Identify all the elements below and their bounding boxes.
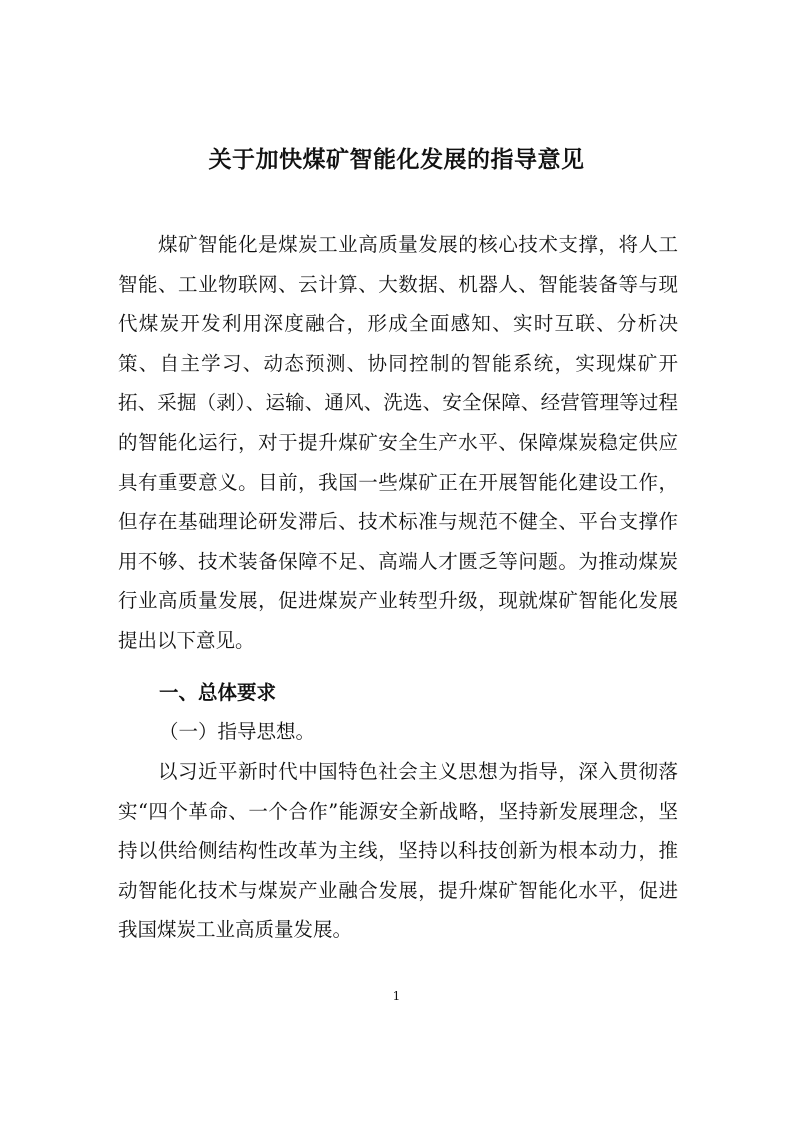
section-heading: 一、总体要求 bbox=[159, 681, 277, 704]
page-number: 1 bbox=[392, 989, 401, 1003]
subsection-heading: （一）指导思想。 bbox=[159, 720, 316, 743]
document-title: 关于加快煤矿智能化发展的指导意见 bbox=[208, 147, 585, 173]
intro-paragraph: 煤矿智能化是煤炭工业高质量发展的核心技术支撑，将人工智能、工业物联网、云计算、大数据、机器人、智能装备等与现代煤炭开发利用深度融合，形成全面感知、实时互联、分析决策、自主学习、动态预测、协同控制的智能系统，实现煤矿开拓、采掘（剥）、运输、通风、洗选、安全保障、经营管理等过程的智能化运行，对于提升煤矿安全生产水平、保障煤炭稳定供应具有重要意义。目前，我国一些煤矿正在开展智能化建设工作，但存在基础理论研发滞后、技术标准与规范不健全、平台支撑作用不够、技术装备保障不足、高端人才匮乏等问题。为推动煤炭行业高质量发展，促进煤炭产业转型升级，现就煤矿智能化发展提出以下意见。 bbox=[118, 233, 678, 652]
guiding-paragraph: 以习近平新时代中国特色社会主义思想为指导，深入贯彻落实“四个革命、一个合作”能源安全新战略，坚持新发展理念，坚持以供给侧结构性改革为主线，坚持以科技创新为根本动力，推动智能化技术与煤炭产业融合发展，提升煤矿智能化水平，促进我国煤炭工业高质量发展。 bbox=[118, 760, 678, 942]
